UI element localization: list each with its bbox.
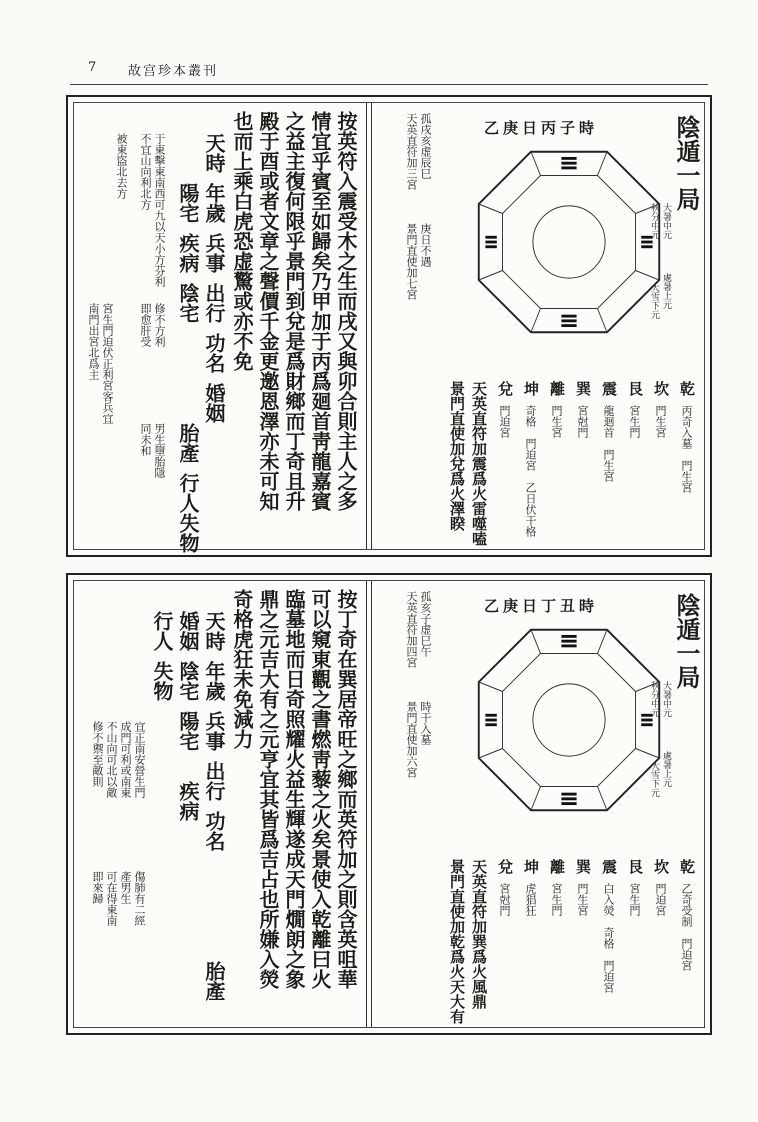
divination-head: 功名 — [202, 811, 226, 851]
gate-trigram: 坎 — [652, 859, 670, 874]
gate-text: 丙奇入墓 門生宮 — [680, 405, 693, 493]
gate-trigram: 震 — [600, 381, 618, 396]
gate-trigram: 震 — [600, 859, 618, 874]
divination-head: 兵事 — [202, 711, 226, 751]
small-note: 即來歸 — [91, 871, 104, 904]
panel-1 — [66, 95, 712, 557]
column-divider — [366, 581, 372, 1027]
commentary-line: 殿于酉或者文章之聲價千金更邀恩澤亦未可知 — [256, 111, 280, 511]
commentary-line: 之益主復何限乎景門到兌是爲財鄉而丁奇且升 — [282, 111, 306, 511]
divination-head: 失物 — [176, 513, 200, 553]
small-note: 不山向可北以敵 — [105, 721, 118, 798]
title-sub: 大暑中元 — [661, 203, 671, 239]
title-sub: 大雪下元 — [649, 761, 659, 797]
gate-text: 虎猖狂 — [524, 883, 537, 916]
small-note: 不宜山向利北方 — [139, 133, 152, 210]
divination-head: 失物 — [150, 661, 174, 701]
gate-text: 白入熒 奇格 門迫宮 — [602, 883, 615, 993]
gate-text: 門生宮 — [550, 405, 563, 438]
commentary-line: 鼎之元吉大有之元亨宜其皆爲吉占也所嫌入熒 — [256, 589, 280, 989]
small-note: 宜正南安營生門 — [133, 721, 146, 798]
gate-trigram: 艮 — [626, 381, 644, 396]
small-note: 被東盜北去方 — [115, 133, 128, 199]
hour-title: 乙庚日丁丑時 — [484, 597, 599, 615]
note-top: 時干入墓 — [419, 701, 432, 745]
gate-trigram: 乾 — [678, 859, 696, 874]
gate-text: 乙奇受制 門迫宮 — [680, 883, 693, 971]
bagua-diagram — [474, 625, 664, 815]
note-top: 景門直使加六宮 — [405, 701, 418, 778]
small-note: 宮生門迫伏正利宮客兵宜 — [101, 303, 114, 424]
note-top: 庚日不遇 — [419, 223, 432, 267]
panel-title: 陰遁一局 — [672, 115, 701, 211]
gate-trigram: 巽 — [574, 859, 592, 874]
gate-text: 宮尅門 — [576, 405, 589, 438]
small-note: 南門出宮北爲主 — [87, 303, 100, 380]
gate-trigram: 艮 — [626, 859, 644, 874]
divination-head: 天時 — [202, 133, 226, 173]
commentary-line: 按丁奇在巽居帝旺之鄉而英符加之則含英咀華 — [334, 589, 358, 989]
gate-trigram: 坎 — [652, 381, 670, 396]
commentary-line: 奇格虎狂未免減力 — [230, 589, 254, 749]
book-title: 故宫珍本叢刊 — [128, 64, 219, 79]
gate-trigram: 兌 — [496, 859, 514, 874]
gate-trigram: 離 — [548, 859, 566, 874]
gate-text: 宮尅門 — [498, 883, 511, 916]
small-note: 同未和 — [139, 423, 152, 456]
divination-head: 行人 — [176, 473, 200, 513]
small-note: 傷肺有二經 — [133, 871, 146, 926]
hour-title: 乙庚日丙子時 — [484, 119, 599, 137]
divination-head: 出行 — [202, 761, 226, 801]
gate-text: 門生宮 — [654, 405, 667, 438]
commentary-line: 按英符入震受木之生而戌又與卯合則主人之多 — [334, 111, 358, 511]
divination-head: 行人 — [150, 611, 174, 651]
panel-2 — [66, 573, 712, 1035]
divination-head: 陽宅 — [176, 183, 200, 223]
summary-line: 景門直使加乾爲火天大有 — [448, 859, 466, 1024]
note-top: 景門直使加七宮 — [405, 223, 418, 300]
gate-trigram: 離 — [548, 381, 566, 396]
commentary-line: 可以窺東觀之書燃靑藜之火矣景使入乾離曰火 — [308, 589, 332, 989]
title-sub: 處暑上元 — [661, 751, 671, 787]
divination-head: 陽宅 — [176, 711, 200, 751]
gate-trigram: 兌 — [496, 381, 514, 396]
title-sub: 大雪下元 — [649, 283, 659, 319]
divination-head: 疾病 — [176, 781, 200, 821]
small-note: 修不方利 — [153, 303, 166, 347]
title-sub: 秋分中元 — [649, 681, 659, 717]
divination-head: 天時 — [202, 611, 226, 651]
commentary-line: 臨墓地而日奇照耀火益生輝遂成天門燗朗之象 — [282, 589, 306, 989]
small-note: 修不禦至敵則 — [91, 721, 104, 787]
commentary-line: 情宜乎賓至如歸矣乃甲加于丙爲廻首靑龍嘉賓 — [308, 111, 332, 511]
title-sub: 處暑上元 — [661, 273, 671, 309]
gate-trigram: 巽 — [574, 381, 592, 396]
divination-head: 疾病 — [176, 233, 200, 273]
divination-head: 出行 — [202, 283, 226, 323]
small-note: 成門可利或南東 — [119, 721, 132, 798]
gate-trigram: 乾 — [678, 381, 696, 396]
divination-head: 功名 — [202, 333, 226, 373]
divination-head: 胎產 — [176, 423, 200, 463]
divination-head: 陰宅 — [176, 283, 200, 323]
divination-head: 年歲 — [202, 183, 226, 223]
gate-text: 宮生門 — [628, 405, 641, 438]
small-note: 即愈肝受 — [139, 303, 152, 347]
summary-line: 景門直使加兌爲火澤睽 — [448, 381, 466, 531]
title-sub: 秋分中元 — [649, 203, 659, 239]
divination-head: 胎產 — [202, 961, 226, 1001]
gate-text: 門迫宮 — [498, 405, 511, 438]
divination-head: 陰宅 — [176, 661, 200, 701]
note-top: 孤亥子虚巳午 — [419, 591, 432, 657]
gate-text: 龍迴首 門生宮 — [602, 405, 615, 482]
gate-text: 宮生門 — [628, 883, 641, 916]
gate-text: 宮生門 — [550, 883, 563, 916]
gate-text: 門生宮 — [576, 883, 589, 916]
title-sub: 大暑中元 — [661, 681, 671, 717]
note-top: 天英直符加三宮 — [405, 113, 418, 190]
gate-text: 門迫宮 — [654, 883, 667, 916]
divination-head: 婚姻 — [202, 383, 226, 423]
gate-text: 奇格 門迫宮 乙日伏干格 — [524, 405, 537, 537]
summary-line: 天英直符加巽爲火風鼎 — [470, 859, 488, 1009]
small-note: 男生墮胎隱 — [153, 423, 166, 478]
divination-head: 婚姻 — [176, 611, 200, 651]
gate-trigram: 坤 — [522, 859, 540, 874]
bagua-diagram — [474, 147, 664, 337]
column-divider — [366, 103, 372, 549]
divination-head: 年歲 — [202, 661, 226, 701]
small-note: 產男生 — [119, 871, 132, 904]
page-number: 7 — [88, 60, 97, 75]
commentary-line: 也而上乘白虎恐虚驚或亦不免 — [230, 111, 254, 371]
divination-head: 兵事 — [202, 233, 226, 273]
note-top: 孤戌亥虚辰巳 — [419, 113, 432, 179]
header-rule — [70, 84, 708, 85]
summary-line: 天英直符加震爲火雷噬嗑 — [470, 381, 488, 546]
small-note: 可在得東南 — [105, 871, 118, 926]
panel-title: 陰遁一局 — [672, 593, 701, 689]
note-top: 天英直符加四宮 — [405, 591, 418, 668]
small-note: 于東擊東南西可九以天小方芬利 — [153, 133, 166, 287]
gate-trigram: 坤 — [522, 381, 540, 396]
